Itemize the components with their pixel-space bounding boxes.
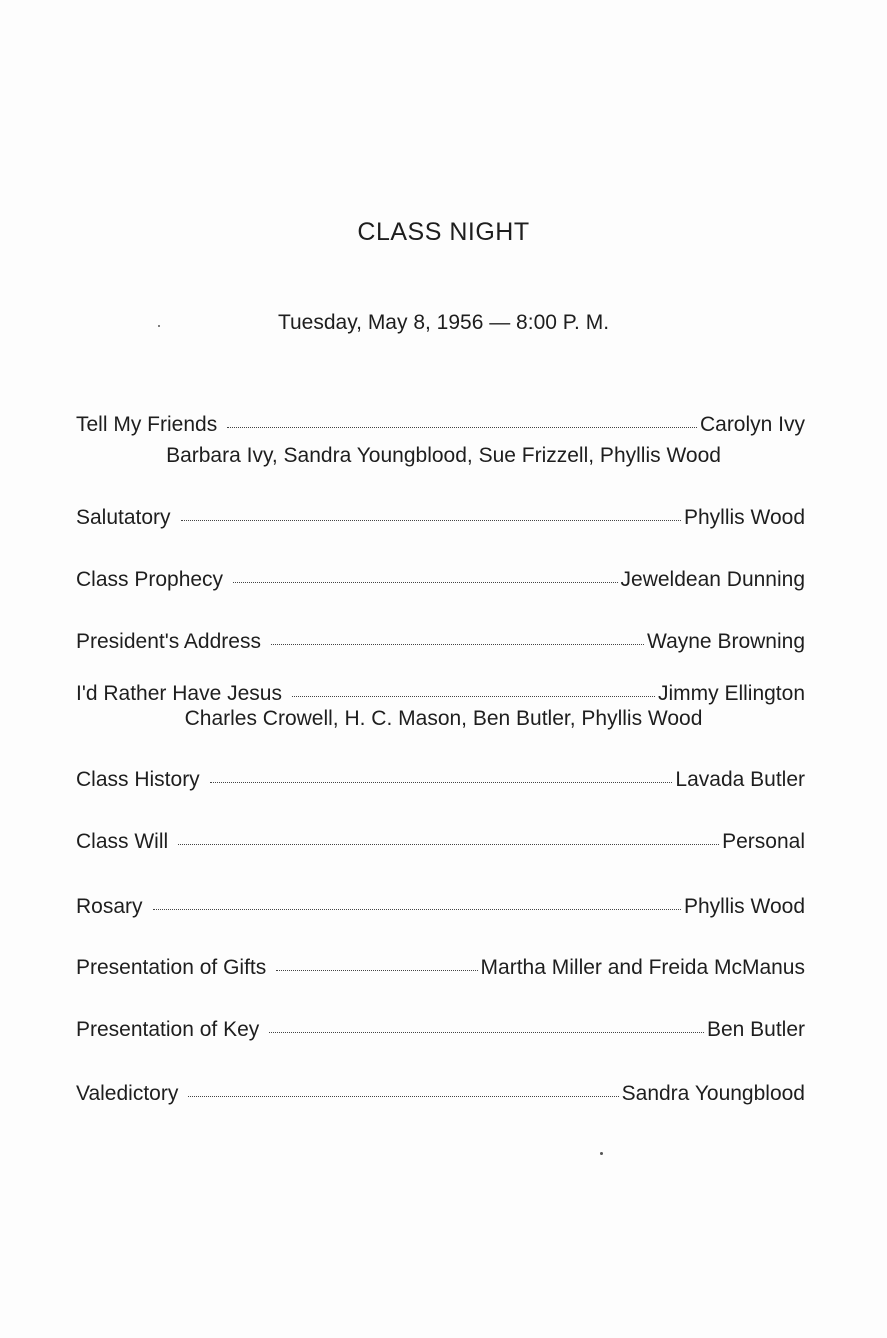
program-performer: Carolyn Ivy xyxy=(699,413,805,436)
program-performer: Martha Miller and Freida McManus xyxy=(480,956,805,979)
dot-leader xyxy=(153,909,681,910)
event-date: Tuesday, May 8, 1956 — 8:00 P. M. xyxy=(277,311,610,334)
program-item: Presentation of Gifts xyxy=(76,956,267,979)
program-row xyxy=(76,413,805,437)
program-item: Class History xyxy=(76,768,200,791)
program-item: Salutatory xyxy=(76,506,171,529)
dot-leader xyxy=(269,1032,704,1033)
dot-leader xyxy=(292,696,655,697)
program-item: Valedictory xyxy=(76,1082,179,1105)
program-item: Tell My Friends xyxy=(76,413,218,436)
program-participants: Barbara Ivy, Sandra Youngblood, Sue Frizzell, Phyllis Wood xyxy=(166,444,721,467)
program-row xyxy=(76,768,805,792)
dot-leader xyxy=(210,782,673,783)
dot-leader xyxy=(271,644,644,645)
paper-speck xyxy=(158,325,160,327)
program-row xyxy=(76,956,805,980)
program-performer: Jimmy Ellington xyxy=(657,682,805,705)
program-item: I'd Rather Have Jesus xyxy=(76,682,282,705)
dot-leader xyxy=(233,582,617,583)
program-item: Presentation of Key xyxy=(76,1018,260,1041)
page-title: CLASS NIGHT xyxy=(357,218,530,246)
program-performer: Lavada Butler xyxy=(675,768,805,791)
program-row xyxy=(76,895,805,919)
program-performer: Phyllis Wood xyxy=(684,506,805,529)
dot-leader xyxy=(178,844,719,845)
program-item: Rosary xyxy=(76,895,143,918)
program-row xyxy=(76,506,805,530)
program-row xyxy=(76,830,805,854)
paper-speck xyxy=(600,1152,603,1155)
program-performer: Ben Butler xyxy=(706,1018,805,1041)
program-performer: Jeweldean Dunning xyxy=(620,568,805,591)
program-performer: Phyllis Wood xyxy=(684,895,805,918)
program-performer: Personal xyxy=(722,830,805,853)
program-participants: Charles Crowell, H. C. Mason, Ben Butler, Phyllis Wood xyxy=(184,707,703,730)
dot-leader xyxy=(276,970,477,971)
dot-leader xyxy=(188,1096,618,1097)
dot-leader xyxy=(227,427,697,428)
program-item: Class Will xyxy=(76,830,169,853)
program-performer: Sandra Youngblood xyxy=(621,1082,805,1105)
program-item: President's Address xyxy=(76,630,261,653)
program-performer: Wayne Browning xyxy=(647,630,805,653)
program-row xyxy=(76,1018,805,1042)
program-row xyxy=(76,682,805,706)
program-row xyxy=(76,568,805,592)
program-item: Class Prophecy xyxy=(76,568,224,591)
dot-leader xyxy=(181,520,681,521)
program-row xyxy=(76,1082,805,1106)
program-row xyxy=(76,630,805,654)
